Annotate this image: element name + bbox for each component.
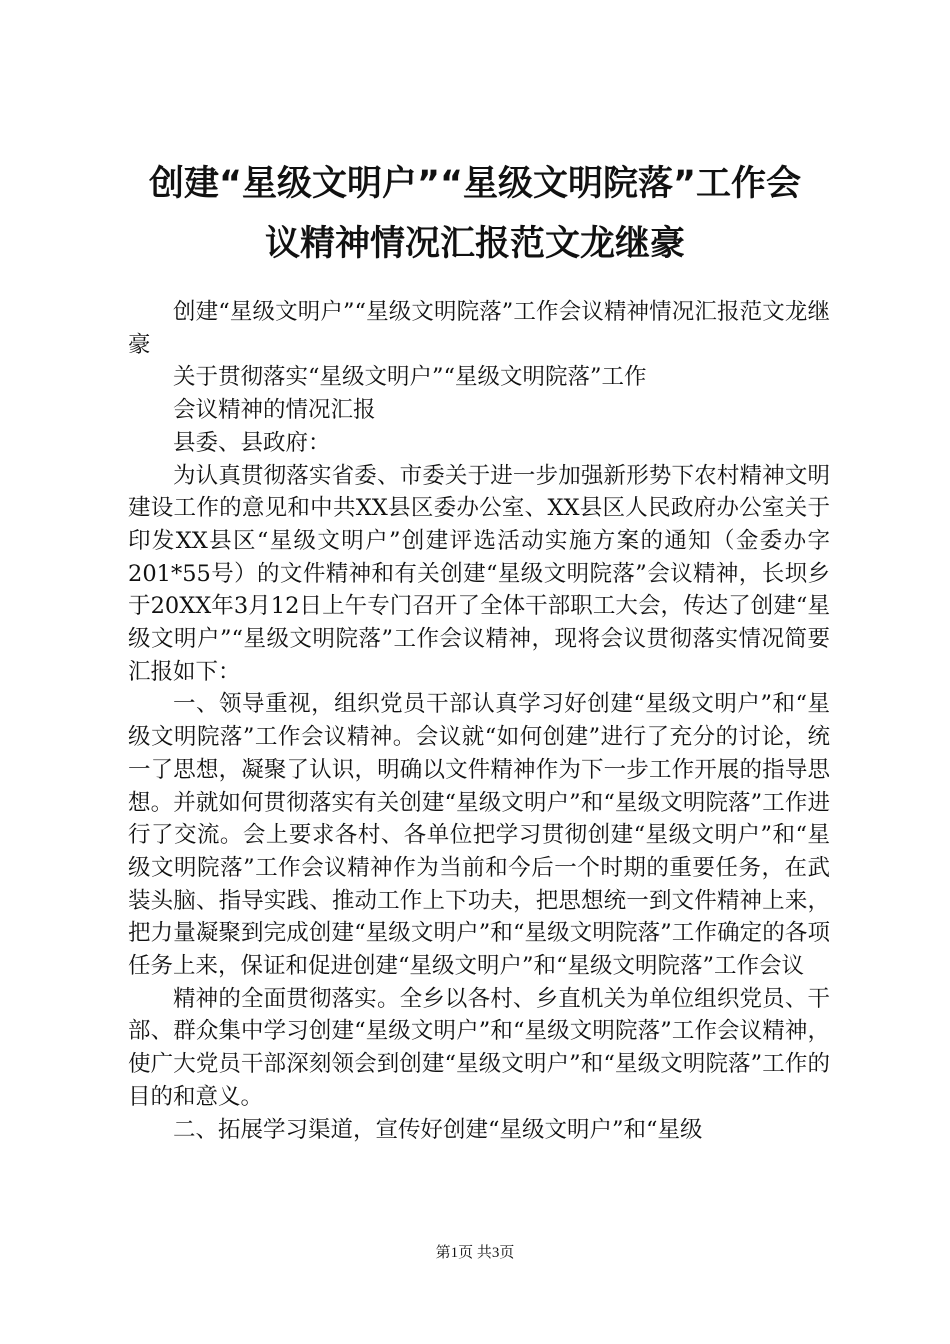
- page-footer: 第1页 共3页: [435, 1245, 515, 1261]
- paragraph-subtitle: 创建“星级文明户”“星级文明院落”工作会议精神情况汇报范文龙继豪: [128, 299, 830, 358]
- paragraph-section-1: 一、领导重视，组织党员干部认真学习好创建“星级文明户”和“星级文明院落”工作会议精神。会议就“如何创建”进行了充分的讨论，统一了思想，凝聚了认识，明确以文件精神作为下一步工作开展的指导思想。并就如何贯彻落实有关创建“星级文明户”和“星级文明院落”工作进行了交流。会上要求各村、各单位把学习贯彻创建“星级文明户”和“星级文明院落”工作会议精神作为当前和今后一个时期的重要任务，在武装头脑、指导实践、推动工作上下功夫，把思想统一到文件精神上来，把力量凝聚到完成创建“星级文明户”和“星级文明院落”工作确定的各项任务上来，保证和促进创建“星级文明户”和“星级文明院落”工作会议: [128, 691, 830, 980]
- paragraph-section-1-cont: 精神的全面贯彻落实。全乡以各村、乡直机关为单位组织党员、干部、群众集中学习创建“星级文明户”和“星级文明院落”工作会议精神，使广大党员干部深刻领会到创建“星级文明户”和“星级文明院落”工作的目的和意义。: [128, 985, 830, 1110]
- document-body: [128, 296, 830, 1146]
- document-title-line-2: 议精神情况汇报范文龙继豪: [264, 224, 685, 264]
- paragraph-section-2: 二、拓展学习渠道，宣传好创建“星级文明户”和“星级: [173, 1116, 703, 1143]
- paragraph-heading-1: 关于贯彻落实“星级文明户”“星级文明院落”工作: [173, 364, 647, 391]
- paragraph-salutation: 县委、县政府：: [173, 429, 331, 456]
- document-title-line-1: 创建“星级文明户”“星级文明院落”工作会: [148, 164, 801, 204]
- paragraph-heading-2: 会议精神的情况汇报: [173, 397, 376, 424]
- paragraph-intro: 为认真贯彻落实省委、市委关于进一步加强新形势下农村精神文明建设工作的意见和中共XX县区委办公室、XX县区人民政府办公室关于印发XX县区“星级文明户”创建评选活动实施方案的通知（金委办字201*55号）的文件精神和有关创建“星级文明院落”会议精神，长坝乡于20XX年3月12日上午专门召开了全体干部职工大会，传达了创建“星级文明户”“星级文明院落”工作会议精神，现将会议贯彻落实情况简要汇报如下：: [128, 462, 830, 685]
